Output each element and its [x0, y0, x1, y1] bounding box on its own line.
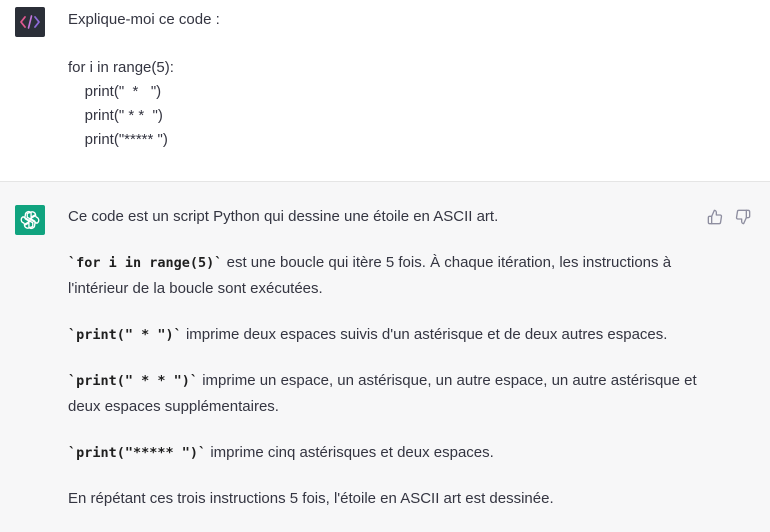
user-message-text [68, 8, 220, 152]
paragraph-text: est une boucle qui itère 5 fois. À chaque itération, les instructions à l'intérieur de la boucle sont exécutées. [68, 254, 672, 297]
blank-line [68, 32, 220, 56]
code-line-1: for i in range(5): [68, 59, 174, 76]
code-line-2: print(" * ") [68, 83, 162, 100]
inline-code: `print(" * ")` [68, 327, 182, 343]
user-avatar [15, 7, 45, 37]
paragraph-text: imprime un espace, un astérisque, un autre espace, un autre astérisque et deux espaces supplémentaires. [68, 372, 697, 415]
paragraph-text: imprime cinq astérisques et deux espaces. [206, 444, 494, 461]
thumbs-up-button[interactable] [706, 208, 724, 226]
inline-code: `print(" * * ")` [68, 373, 199, 389]
user-message-intro: Explique-moi ce code : [68, 11, 220, 28]
paragraph-3 [68, 322, 708, 348]
paragraph-6: En répétant ces trois instructions 5 fois, l'étoile en ASCII art est dessinée. [68, 490, 554, 507]
code-brackets-icon [19, 14, 41, 30]
inline-code: `print("***** ")` [68, 445, 207, 461]
code-line-3: print(" * * ") [68, 107, 163, 124]
code-line-4: print("***** ") [68, 131, 168, 148]
assistant-avatar [15, 205, 45, 235]
openai-logo-icon [20, 210, 40, 230]
paragraph-5 [68, 440, 708, 466]
assistant-message-text [68, 204, 708, 532]
thumbs-up-icon [707, 209, 723, 225]
inline-code: `for i in range(5)` [68, 255, 223, 271]
assistant-message-row [0, 181, 770, 532]
paragraph-2 [68, 250, 708, 302]
feedback-buttons [706, 208, 752, 226]
thumbs-down-button[interactable] [734, 208, 752, 226]
thumbs-down-icon [735, 209, 751, 225]
paragraph-4 [68, 368, 708, 420]
user-message-row [0, 0, 770, 181]
paragraph-text: imprime deux espaces suivis d'un astérisque et de deux autres espaces. [181, 326, 668, 343]
paragraph-1: Ce code est un script Python qui dessine une étoile en ASCII art. [68, 208, 499, 225]
